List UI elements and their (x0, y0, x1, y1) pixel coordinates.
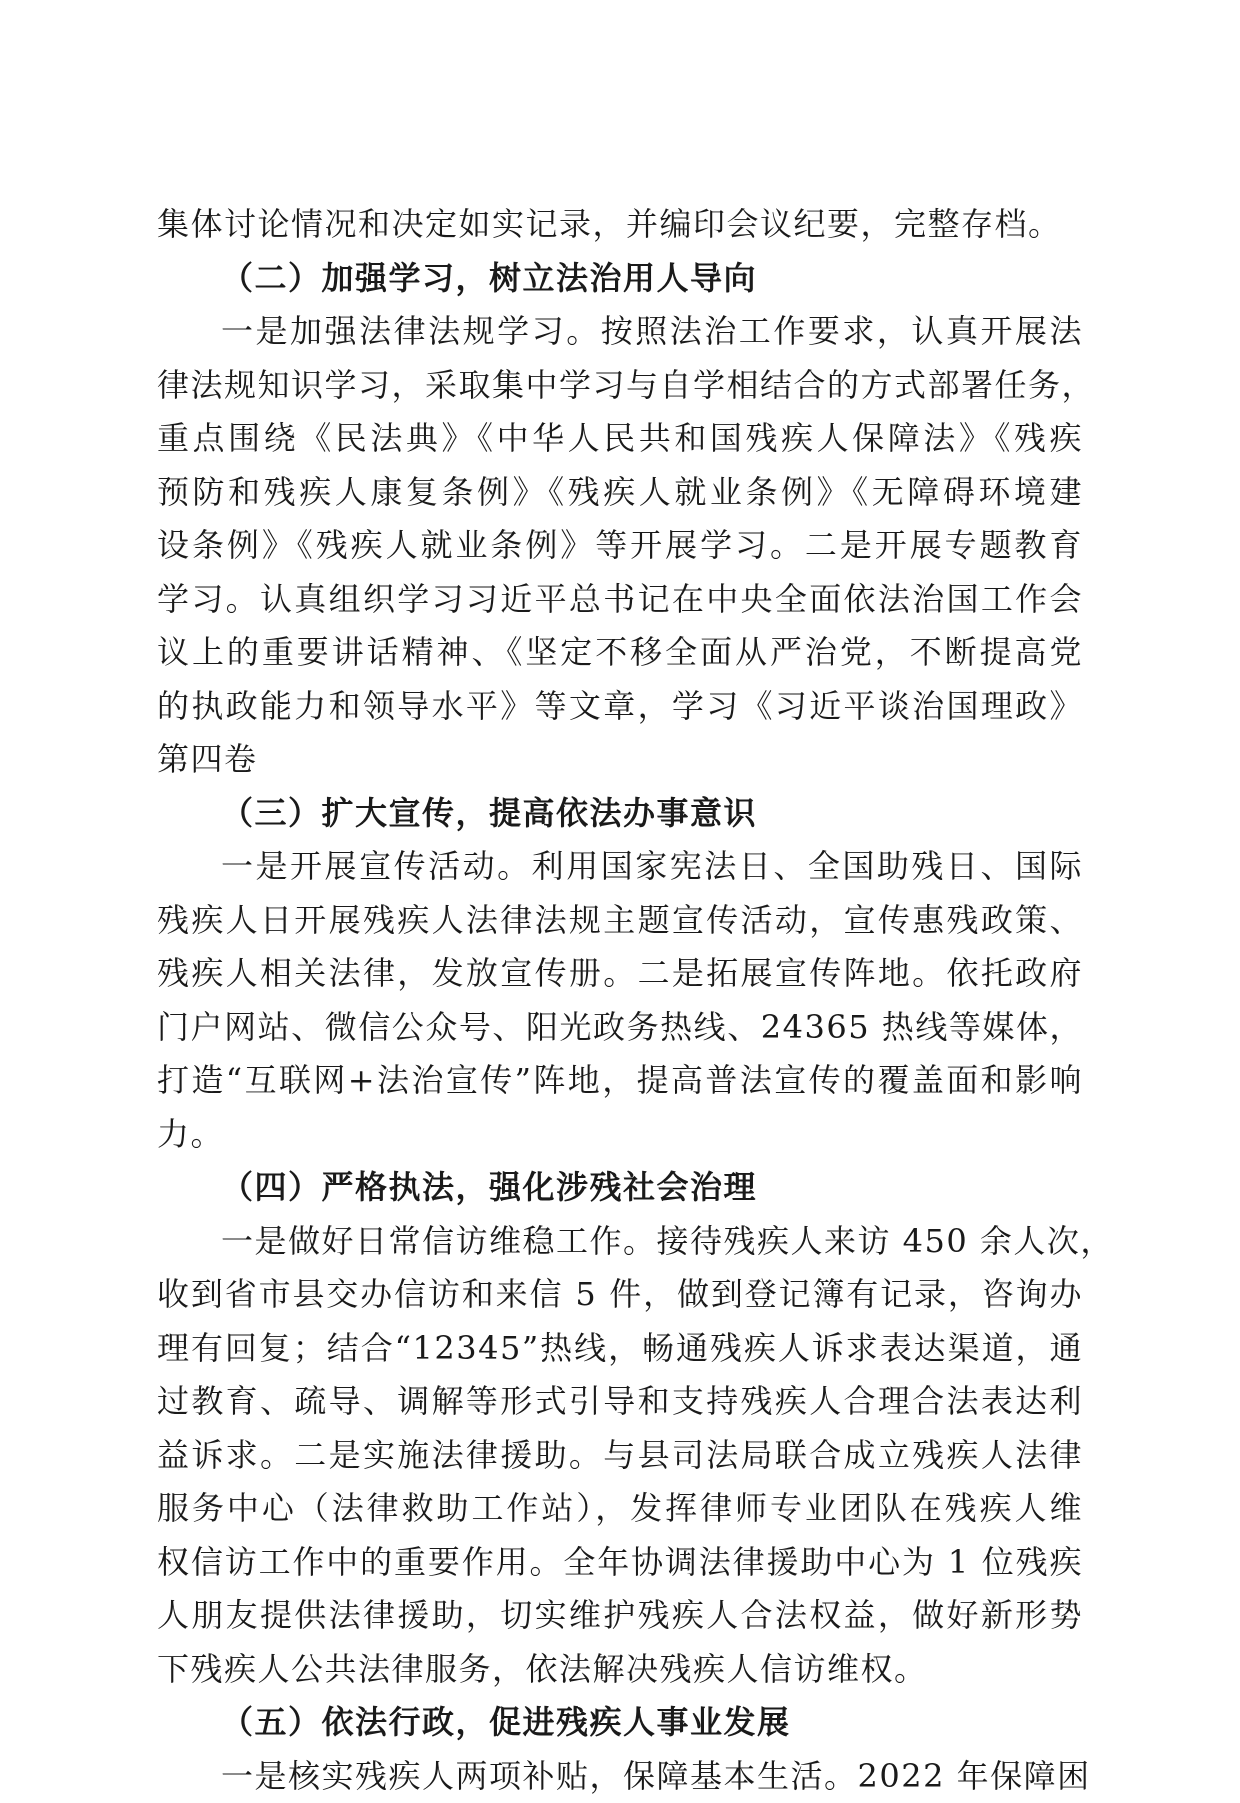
text-line: 力。 (157, 1108, 1083, 1162)
text-line: 服务中心（法律救助工作站），发挥律师专业团队在残疾人维 (157, 1482, 1083, 1536)
text-line: 一是开展宣传活动。利用国家宪法日、全国助残日、国际 (157, 840, 1083, 894)
text-line: 一是核实残疾人两项补贴，保障基本生活。2022 年保障困 (157, 1750, 1083, 1803)
section-heading-3: （三）扩大宣传，提高依法办事意识 (157, 787, 1083, 841)
text-line: 门户网站、微信公众号、阳光政务热线、24365 热线等媒体， (157, 1001, 1083, 1055)
section-heading-2: （二）加强学习，树立法治用人导向 (157, 252, 1083, 306)
text-line: 打造“互联网+法治宣传”阵地，提高普法宣传的覆盖面和影响 (157, 1054, 1083, 1108)
text-line: 预防和残疾人康复条例》《残疾人就业条例》《无障碍环境建 (157, 466, 1083, 520)
text-line: 人朋友提供法律援助，切实维护残疾人合法权益，做好新形势 (157, 1589, 1083, 1643)
text-line: 理有回复；结合“12345”热线，畅通残疾人诉求表达渠道，通 (157, 1322, 1083, 1376)
text-line: 过教育、疏导、调解等形式引导和支持残疾人合理合法表达利 (157, 1375, 1083, 1429)
text-line: 权信访工作中的重要作用。全年协调法律援助中心为 1 位残疾 (157, 1536, 1083, 1590)
text-line: 残疾人相关法律，发放宣传册。二是拓展宣传阵地。依托政府 (157, 947, 1083, 1001)
section-heading-5: （五）依法行政，促进残疾人事业发展 (157, 1696, 1083, 1750)
text-line: 残疾人日开展残疾人法律法规主题宣传活动，宣传惠残政策、 (157, 894, 1083, 948)
text-line: 下残疾人公共法律服务，依法解决残疾人信访维权。 (157, 1643, 1083, 1697)
section-heading-4: （四）严格执法，强化涉残社会治理 (157, 1161, 1083, 1215)
text-line: 律法规知识学习，采取集中学习与自学相结合的方式部署任务， (157, 359, 1083, 413)
text-line: 学习。认真组织学习习近平总书记在中央全面依法治国工作会 (157, 573, 1083, 627)
document-page (157, 198, 1083, 1803)
text-line: 议上的重要讲话精神、《坚定不移全面从严治党，不断提高党 (157, 626, 1083, 680)
text-line: 集体讨论情况和决定如实记录，并编印会议纪要，完整存档。 (157, 198, 1083, 252)
text-line: 一是加强法律法规学习。按照法治工作要求，认真开展法 (157, 305, 1083, 359)
text-line: 益诉求。二是实施法律援助。与县司法局联合成立残疾人法律 (157, 1429, 1083, 1483)
text-line: 设条例》《残疾人就业条例》等开展学习。二是开展专题教育 (157, 519, 1083, 573)
text-line: 第四卷 (157, 733, 1083, 787)
text-line: 收到省市县交办信访和来信 5 件，做到登记簿有记录，咨询办 (157, 1268, 1083, 1322)
text-line: 一是做好日常信访维稳工作。接待残疾人来访 450 余人次， (157, 1215, 1083, 1269)
text-line: 的执政能力和领导水平》等文章，学习《习近平谈治国理政》 (157, 680, 1083, 734)
text-line: 重点围绕《民法典》《中华人民共和国残疾人保障法》《残疾 (157, 412, 1083, 466)
